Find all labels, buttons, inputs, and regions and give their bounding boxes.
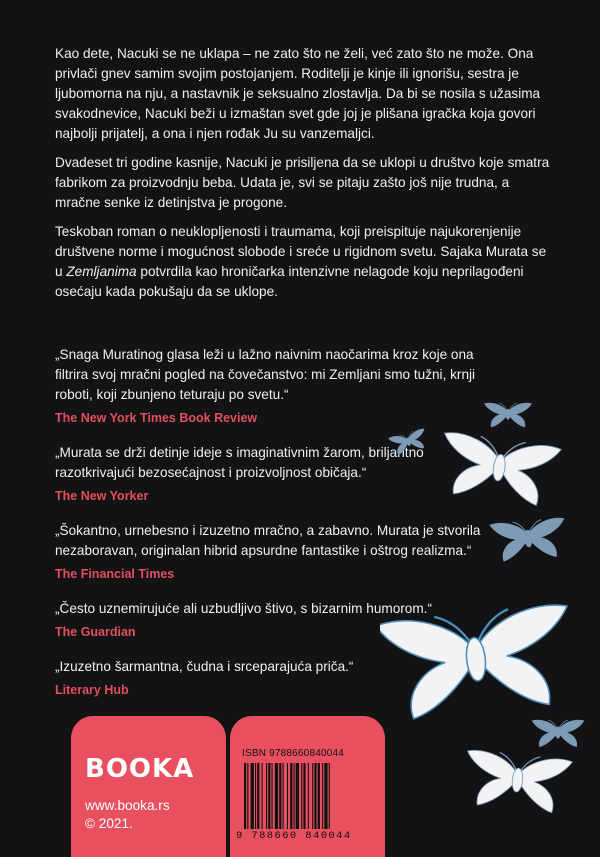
review-quote: „Često uznemirujuće ali uzbudljivo štivo, s bizarnim humorom.“ — [55, 601, 432, 616]
moth-white-icon — [462, 749, 573, 814]
paragraph-3-text-before: Teskoban roman o neuklopljenosti i traumama, koji preispituje najukorenjenije društvene norme i mogućnost slobode i sreće u rigidnom svetu. Sajaka Murata se u — [55, 224, 547, 279]
review-quote: „Šokantno, urnebesno i izuzetno mračno, a zabavno. Murata je stvorila nezaboravan, originalan hibrid apsurdne fantastike i oštrog realizma.“ — [55, 523, 481, 558]
isbn-label: ISBN 9788660840044 — [242, 748, 345, 759]
review-quote: „Izuzetno šarmantna, čudna i srceparajuća priča.“ — [55, 659, 354, 674]
isbn-panel — [230, 716, 385, 857]
review-quote: „Murata se drži detinje ideje s imaginativnim žarom, briljantno razotkrivajući bezosećajnost i proizvoljnost običaja.“ — [55, 445, 424, 480]
paragraph-3-text-after: potvrdila kao hroničarka intenzivne nelagode koju neprilagođeni osećaju kada pokušaju da se uklope. — [55, 264, 524, 299]
copyright-year: © 2021. — [85, 816, 133, 831]
publisher-logo: BOOKA — [85, 754, 195, 784]
review-source: The Financial Times — [55, 567, 175, 581]
moths-illustration — [380, 390, 600, 857]
moth-blue-icon — [490, 517, 567, 562]
moth-white-icon — [436, 431, 561, 508]
moth-blue-icon — [388, 428, 429, 456]
barcode-number: 9 788660 840044 — [236, 830, 352, 842]
review-quote: „Snaga Muratinog glasa leži u lažno naivnim naočarima kroz koje ona filtrira svoj mračni pogled na čovečanstvo: mi Zemljani smo tužni, krnji roboti, koji zbunjeno teturaju po svetu.“ — [55, 347, 476, 402]
description-paragraph-1: Kao dete, Nacuki se ne uklapa – ne zato što ne želi, već zato što ne može. Ona privlači gnev samim svojim postojanjem. Roditelji je kinje ili ignorišu, sestra je ljubomorna na nju, a nastavnik je seksualno zlostavlja. Da bi se nosila s užasima svakodnevice, Nacuki beži u izmaštan svet gde joj je plišana igračka koja govori najbolji prijatelj, a ona i njen rođak Ju su vanzemaljci. — [55, 46, 541, 141]
moth-blue-icon — [484, 403, 531, 427]
description-paragraph-2: Dvadeset tri godine kasnije, Nacuki je prisiljena da se uklopi u društvo koje smatra fabrikom za proizvodnju beba. Udata je, svi se pitaju zašto još nije trudna, a mračne senke iz detinjstva je progone. — [55, 155, 550, 210]
moth-white-icon — [380, 603, 577, 722]
barcode-icon — [242, 763, 374, 829]
publisher-website: www.booka.rs — [85, 798, 170, 813]
description-block — [55, 44, 555, 311]
book-title-italic: Zemljanima — [66, 264, 137, 279]
publisher-panel — [71, 716, 226, 857]
description-paragraph-3 — [55, 222, 555, 302]
review-source: The Guardian — [55, 625, 136, 639]
review-source: The New Yorker — [55, 489, 149, 503]
review-source: Literary Hub — [55, 683, 129, 697]
moth-blue-icon — [532, 720, 584, 747]
review-source: The New York Times Book Review — [55, 411, 258, 425]
